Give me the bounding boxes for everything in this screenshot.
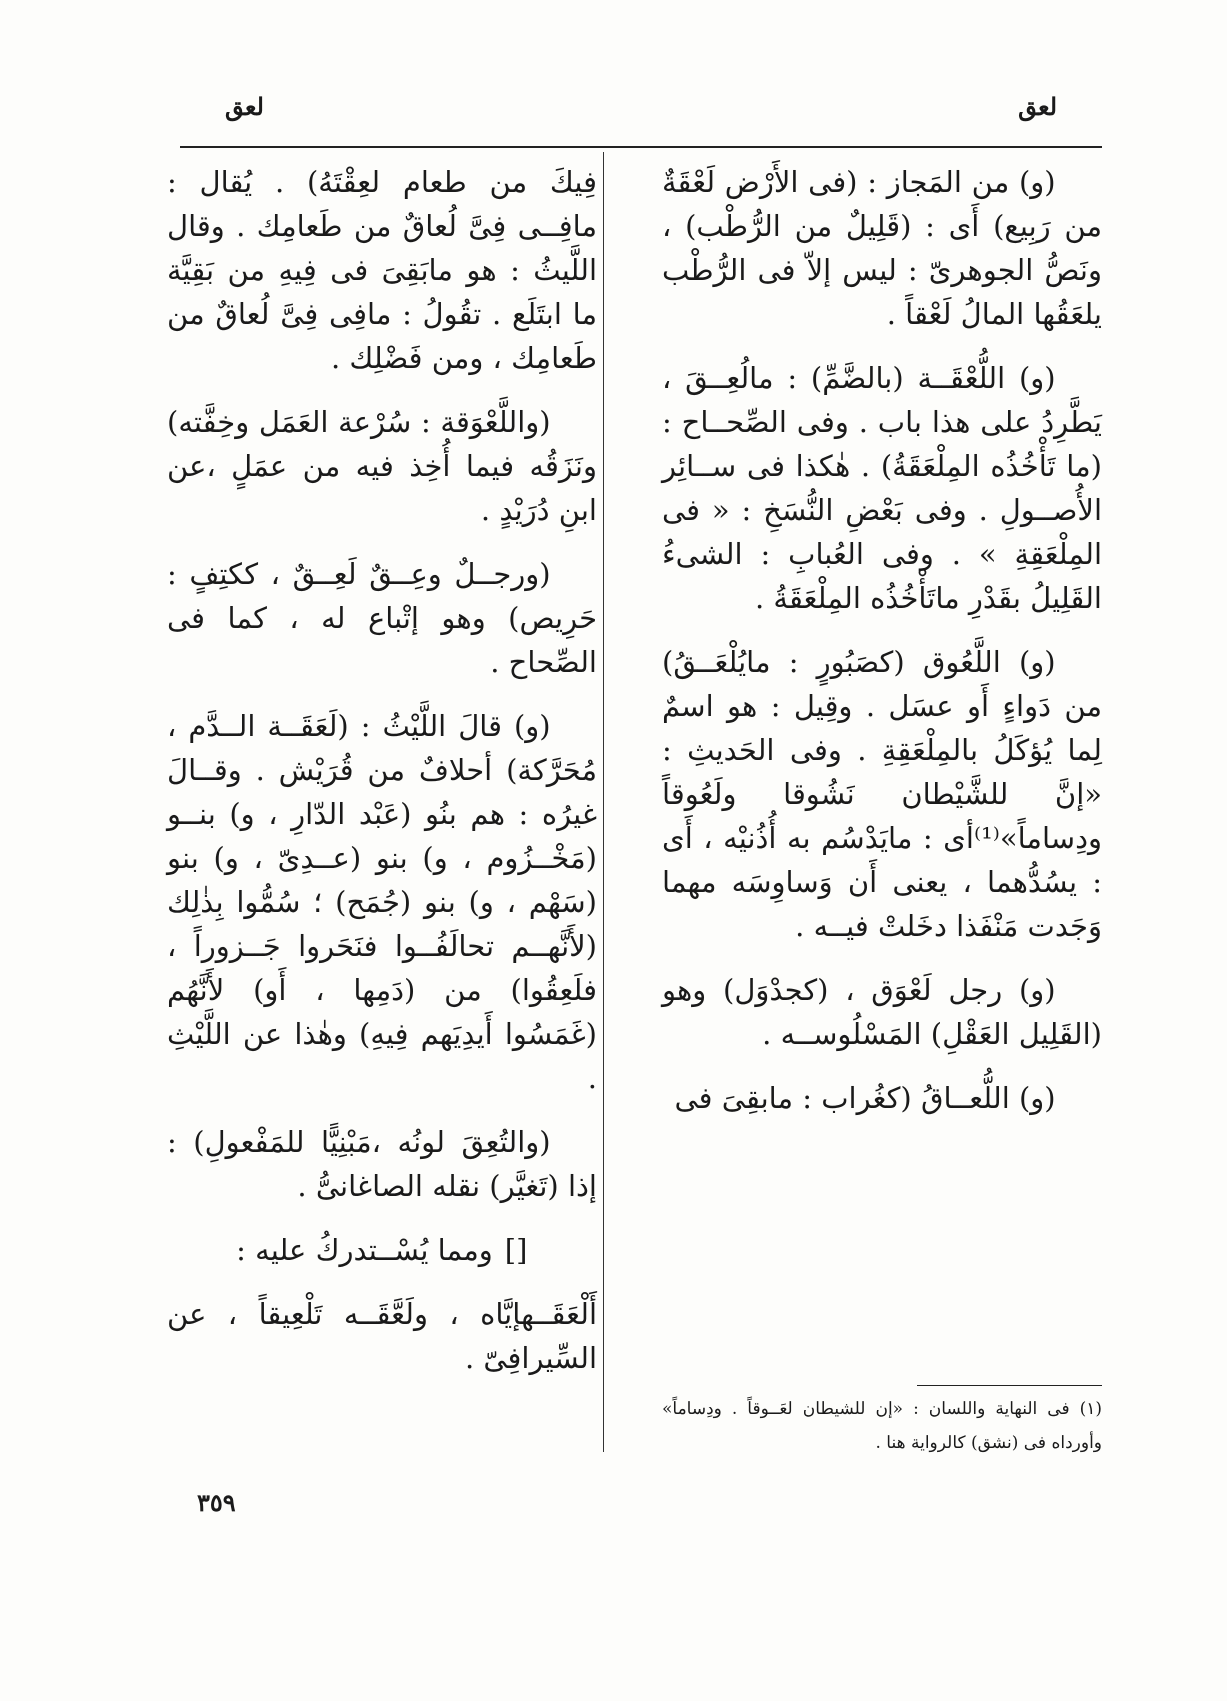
- entry-paragraph: (و) اللَّعُوق (كصَبُورٍ : مايُلْعَــقُ) من دَواءٍ أَو عسَل . وقِيل : هو اسمٌ لِما يُؤكَلُ بالمِلْعَقِةِ . وفى الحَديثِ : «إنَّ للشَّيْطان نَشُوقا ولَعُوقاً ودِساماً»⁽¹⁾أى : مايَدْسُم به أُذُنيْه ، أَى : يسُدُّهما ، يعنى أَن وَساوِسَه مهما وَجَدت مَنْفَذا دخَلتْ فيــه .: [662, 645, 1102, 943]
- footnotes: [662, 1392, 1102, 1460]
- entry-paragraph: (واللَّعْوَقة : سُرْعة العَمَل وخِفَّته) ونَزَقُه فيما أُخِذ فيه من عمَلٍ ،عن ابنِ دُرَيْدٍ .: [167, 405, 597, 527]
- supplement-heading-text: ومما يُسْــتدركُ عليه :: [236, 1233, 493, 1267]
- left-column: [167, 160, 597, 1400]
- page-number: ٣٥٩: [197, 1488, 236, 1517]
- entry-paragraph: (و) من المَجاز : (فى الأَرْض لَعْقَةٌ من رَبِيع) أَى : (قَلِيلٌ من الرُّطْب) ، ونَصُّ الجوهرىّ : ليس إلاّ فى الرُّطْب يلعَقُها المالُ لَعْقاً .: [662, 165, 1102, 331]
- entry-paragraph: (والتُعِقَ لونُه ،مَبْنِيًّا للمَفْعولِ) : إذا (تَغيَّر) نقله الصاغانىُّ .: [167, 1125, 597, 1203]
- footnote-rule: [917, 1385, 1102, 1386]
- running-header-right: لعق: [1018, 92, 1057, 121]
- entry-paragraph: (و) قالَ اللَّيْثُ : (لَعَقَــة الــدَّم ، مُحَرَّكة) أحلافٌ من قُرَيْش . وقــالَ غيرُه : هم بنُو (عَبْد الدّارِ ، و) بنــو (مَخْــزُوم ، و) بنو (عــدِىّ ، و) بنو (سَهْم ، و) بنو (جُمَح) ؛ سُمُّوا بِذٰلِك (لأَنَّهــم تحالَفُــوا فنَحَروا جَــزوراً ، فلَعِقُوا) من (دَمِها ، أَو) لأَنَّهُم (غَمَسُوا أَيدِيَهم فِيهِ) وهٰذا عن اللَّيْثِ .: [167, 709, 597, 1095]
- supplement-marker: []: [504, 1233, 528, 1267]
- right-column: [662, 160, 1102, 1140]
- entry-paragraph: فِيكَ من طعام لعِقْتَهُ) . يُقال : مافِــى فِىَّ لُعاقٌ من طَعامِك . وقال اللَّيثُ : هو مابَقِىَ فى فِيهِ من بَقِيَّة ما ابتَلَع . تقُولُ : مافِى فِىَّ لُعاقٌ من طَعامِك ، ومن فَضْلِك .: [167, 165, 597, 375]
- entry-paragraph: (و) اللُّعــاقُ (كغُراب : مابقِىَ فى: [674, 1081, 1056, 1115]
- supplement-heading: [167, 1228, 597, 1272]
- entry-paragraph: (ورجــلٌ وعِــقٌ لَعِــقٌ ، ككتِفٍ : حَرِيص) وهو إتْباع له ، كما فى الصِّحاح .: [167, 557, 597, 679]
- header-rule: [180, 146, 1102, 148]
- supplement-text: أَلْعَقَــهإيَّاه ، ولَعَّقَــه تَلْعِيقاً ، عن السِّيرافِىّ .: [167, 1297, 597, 1375]
- column-divider: [603, 152, 604, 1452]
- running-header-left: لعق: [225, 92, 264, 121]
- footnote: (١) فى النهاية واللسان : «إن للشيطان لعَــوقاً . ودِساماً» وأورداه فى (نشق) كالرواية هنا .: [662, 1399, 1102, 1453]
- entry-paragraph: (و) رجل لَعْوَق ، (كجدْوَل) وهو (القَلِيل العَقْلِ) المَسْلُوســه .: [662, 973, 1102, 1051]
- entry-paragraph: (و) اللُّعْقَــة (بالضَّمِّ) : مالُعِــقَ ، يَطَّرِدُ على هذا باب . وفى الصِّحــاح : (ما تَأْخُذُه المِلْعَقَةُ) . هٰكذا فى ســائِر الأُصــولِ . وفى بَعْضِ النُّسَخِ : « فى المِلْعَقِةِ » . وفى العُبابِ : الشىءُ القَلِيلُ بقَدْرِ ماتَأْخُذُه المِلْعَقَةُ .: [662, 361, 1102, 615]
